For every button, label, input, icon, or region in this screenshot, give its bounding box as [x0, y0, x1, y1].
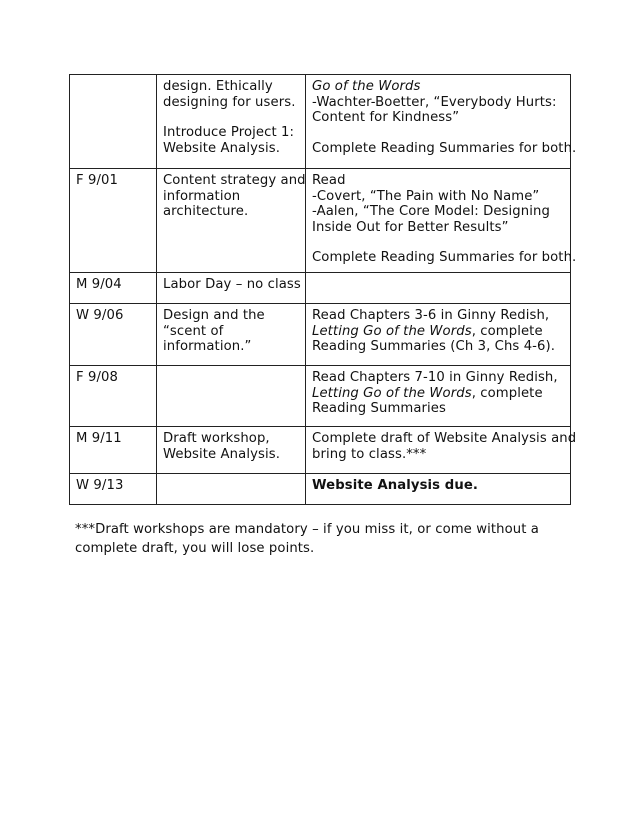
topic-line: Content strategy and: [163, 173, 306, 188]
table-row: [70, 169, 571, 273]
topic-line: Website Analysis.: [163, 140, 280, 156]
reading-line: Read Chapters 3-6 in Ginny Redish,: [312, 307, 550, 323]
book-title: Letting Go of the Words: [312, 323, 472, 339]
topic-cell: [157, 169, 306, 273]
topic-cell: [157, 473, 306, 504]
topic-line: Introduce Project 1:: [163, 125, 295, 141]
topic-cell: [157, 272, 306, 303]
date-text: M 9/11: [76, 430, 122, 446]
topic-line: information: [163, 188, 241, 204]
reading-line: -Covert, “The Pain with No Name”: [312, 188, 540, 204]
topic-line: Design and the: [163, 307, 265, 323]
reading-cell: [306, 169, 577, 273]
topic-line: architecture.: [163, 204, 249, 220]
reading-cell: [306, 426, 577, 473]
reading-line: [312, 386, 564, 402]
reading-line: bring to class.***: [312, 446, 427, 462]
reading-line: -Wachter-Boetter, “Everybody Hurts:: [312, 94, 557, 110]
reading-line: Reading Summaries: [312, 401, 446, 417]
reading-line: Read: [312, 173, 346, 188]
due-notice: Website Analysis due.: [312, 477, 478, 493]
reading-line: Reading Summaries (Ch 3, Chs 4-6).: [312, 339, 556, 355]
date-cell: [70, 169, 157, 273]
table-row: [70, 75, 571, 169]
reading-cell: [306, 272, 571, 303]
reading-line-rest: , complete: [471, 385, 543, 401]
reading-line-rest: , complete: [471, 323, 543, 339]
topic-line: “scent of: [163, 323, 224, 339]
topic-cell: [157, 426, 306, 473]
date-cell: [70, 365, 157, 426]
course-schedule-table: [69, 74, 577, 505]
topic-line: design. Ethically: [163, 79, 273, 94]
reading-line: -Aalen, “The Core Model: Designing: [312, 204, 550, 220]
reading-line: Complete draft of Website Analysis and: [312, 430, 577, 446]
reading-line: Complete Reading Summaries for both.: [312, 140, 577, 156]
topic-line: Website Analysis.: [163, 446, 280, 462]
topic-line: information.”: [163, 339, 252, 355]
table-row: [70, 426, 571, 473]
date-text: F 9/08: [76, 369, 118, 385]
topic-cell: [157, 303, 306, 365]
note-line: complete draft, you will lose points.: [75, 541, 315, 556]
date-cell: [70, 303, 157, 365]
topic-cell: [157, 75, 306, 169]
date-text: M 9/04: [76, 276, 122, 292]
topic-line: Labor Day – no class: [163, 276, 301, 292]
reading-line: Inside Out for Better Results”: [312, 219, 509, 235]
date-text: F 9/01: [76, 173, 118, 188]
date-cell: [70, 426, 157, 473]
date-text: W 9/06: [76, 307, 124, 323]
topic-line: Draft workshop,: [163, 430, 270, 446]
table-row: [70, 473, 571, 504]
date-text: W 9/13: [76, 477, 124, 493]
table-row: [70, 303, 571, 365]
reading-line: Read Chapters 7-10 in Ginny Redish,: [312, 369, 558, 385]
topic-line: designing for users.: [163, 94, 296, 110]
reading-cell: [306, 303, 571, 365]
reading-line: Complete Reading Summaries for both.: [312, 250, 577, 266]
date-cell: [70, 473, 157, 504]
date-cell: [70, 272, 157, 303]
reading-cell: [306, 75, 577, 169]
table-row: [70, 272, 571, 303]
reading-cell: [306, 473, 571, 504]
date-cell: [70, 75, 157, 169]
note-line: ***Draft workshops are mandatory – if you miss it, or come without a: [75, 522, 539, 537]
reading-line: Content for Kindness”: [312, 110, 460, 126]
reading-line: [312, 324, 564, 340]
reading-line: Go of the Words: [312, 79, 421, 94]
book-title: Letting Go of the Words: [312, 385, 472, 401]
topic-cell: [157, 365, 306, 426]
draft-workshop-note: [75, 520, 545, 558]
reading-cell: [306, 365, 571, 426]
table-row: [70, 365, 571, 426]
